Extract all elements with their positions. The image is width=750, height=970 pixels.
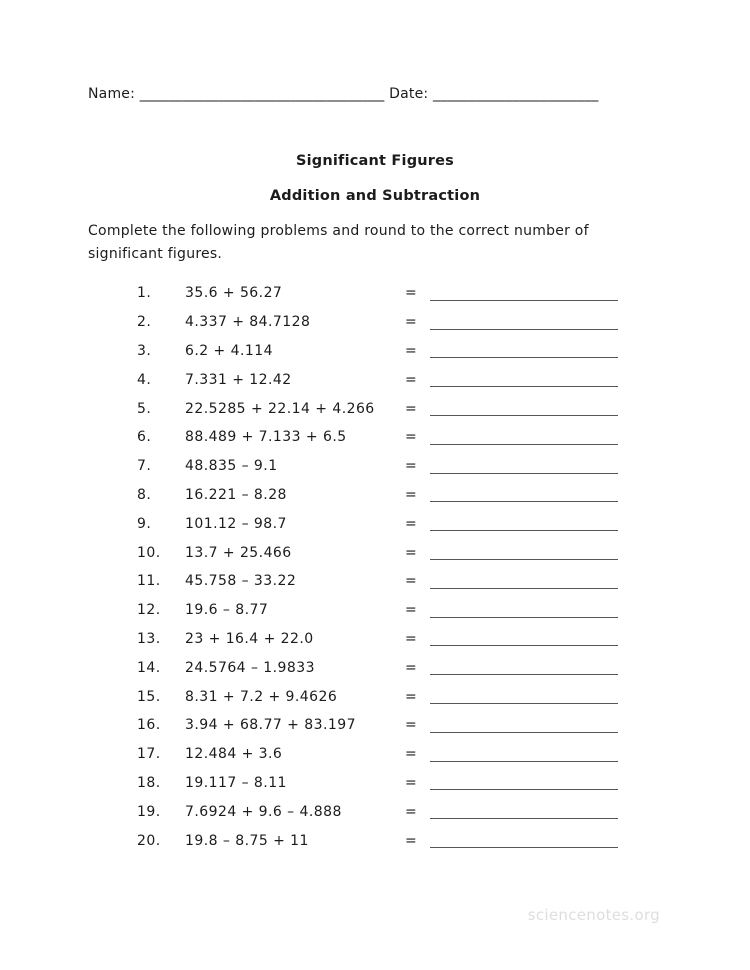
- name-blank-line: __________________________________: [139, 86, 385, 102]
- problem-row: [0, 394, 750, 423]
- problem-row: [0, 740, 750, 769]
- answer-blank-line: [430, 329, 618, 330]
- equals-sign: =: [405, 573, 418, 590]
- equals-sign: =: [405, 688, 418, 705]
- answer-blank-line: [430, 444, 618, 445]
- answer-blank-line: [430, 588, 618, 589]
- problem-expression: 101.12 – 98.7: [185, 515, 287, 532]
- problem-number: 15.: [137, 688, 161, 705]
- answer-blank-line: [430, 847, 618, 848]
- equals-sign: =: [405, 458, 418, 475]
- problem-expression: 6.2 + 4.114: [185, 342, 273, 359]
- equals-sign: =: [405, 544, 418, 561]
- equals-sign: =: [405, 314, 418, 331]
- problem-expression: 7.6924 + 9.6 – 4.888: [185, 803, 342, 820]
- date-label: Date:: [389, 86, 429, 102]
- problem-row: [0, 279, 750, 308]
- problem-row: [0, 769, 750, 798]
- answer-blank-line: [430, 703, 618, 704]
- equals-sign: =: [405, 803, 418, 820]
- equals-sign: =: [405, 659, 418, 676]
- problem-number: 13.: [137, 630, 161, 647]
- problem-number: 8.: [137, 486, 152, 503]
- problem-number: 20.: [137, 832, 161, 849]
- answer-blank-line: [430, 357, 618, 358]
- problem-row: [0, 423, 750, 452]
- problem-row: [0, 452, 750, 481]
- equals-sign: =: [405, 602, 418, 619]
- problem-row: [0, 509, 750, 538]
- problem-expression: 45.758 – 33.22: [185, 573, 297, 590]
- problem-expression: 3.94 + 68.77 + 83.197: [185, 717, 356, 734]
- problem-row: [0, 797, 750, 826]
- problem-expression: 48.835 – 9.1: [185, 458, 278, 475]
- answer-blank-line: [430, 617, 618, 618]
- answer-blank-line: [430, 473, 618, 474]
- answer-blank-line: [430, 300, 618, 301]
- problem-expression: 19.117 – 8.11: [185, 774, 287, 791]
- page-subtitle: Addition and Subtraction: [269, 188, 481, 204]
- instructions-line-1: Complete the following problems and round to the correct number of: [88, 223, 589, 239]
- instructions: [88, 220, 589, 265]
- problem-row: [0, 538, 750, 567]
- equals-sign: =: [405, 342, 418, 359]
- date-blank-line: _______________________: [433, 86, 599, 102]
- equals-sign: =: [405, 371, 418, 388]
- equals-sign: =: [405, 717, 418, 734]
- problem-row: [0, 682, 750, 711]
- problem-expression: 22.5285 + 22.14 + 4.266: [185, 400, 375, 417]
- problem-row: [0, 596, 750, 625]
- problem-number: 16.: [137, 717, 161, 734]
- problem-expression: 16.221 – 8.28: [185, 486, 287, 503]
- problem-number: 14.: [137, 659, 161, 676]
- answer-blank-line: [430, 761, 618, 762]
- problem-number: 6.: [137, 429, 152, 446]
- answer-blank-line: [430, 415, 618, 416]
- problem-expression: 23 + 16.4 + 22.0: [185, 630, 314, 647]
- problem-expression: 13.7 + 25.466: [185, 544, 292, 561]
- problem-number: 3.: [137, 342, 152, 359]
- problem-number: 11.: [137, 573, 161, 590]
- instructions-line-2: significant figures.: [88, 245, 223, 262]
- equals-sign: =: [405, 774, 418, 791]
- problem-number: 17.: [137, 746, 161, 763]
- answer-blank-line: [430, 530, 618, 531]
- problem-number: 9.: [137, 515, 152, 532]
- problem-row: [0, 653, 750, 682]
- equals-sign: =: [405, 429, 418, 446]
- answer-blank-line: [430, 386, 618, 387]
- equals-sign: =: [405, 486, 418, 503]
- equals-sign: =: [405, 832, 418, 849]
- answer-blank-line: [430, 818, 618, 819]
- answer-blank-line: [430, 789, 618, 790]
- problem-row: [0, 308, 750, 337]
- problem-number: 5.: [137, 400, 152, 417]
- answer-blank-line: [430, 501, 618, 502]
- problem-row: [0, 625, 750, 654]
- problem-number: 4.: [137, 371, 152, 388]
- problem-number: 10.: [137, 544, 161, 561]
- problem-number: 1.: [137, 285, 152, 302]
- problem-expression: 35.6 + 56.27: [185, 285, 283, 302]
- problem-row: [0, 481, 750, 510]
- site-watermark: sciencenotes.org: [527, 906, 660, 924]
- problem-number: 12.: [137, 602, 161, 619]
- equals-sign: =: [405, 515, 418, 532]
- equals-sign: =: [405, 630, 418, 647]
- problem-number: 2.: [137, 314, 152, 331]
- problem-number: 7.: [137, 458, 152, 475]
- problem-expression: 8.31 + 7.2 + 9.4626: [185, 688, 338, 705]
- problem-row: [0, 826, 750, 855]
- equals-sign: =: [405, 746, 418, 763]
- problem-row: [0, 711, 750, 740]
- problem-row: [0, 365, 750, 394]
- problem-expression: 24.5764 – 1.9833: [185, 659, 315, 676]
- problem-row: [0, 337, 750, 366]
- answer-blank-line: [430, 674, 618, 675]
- name-label: Name:: [88, 86, 136, 102]
- problem-row: [0, 567, 750, 596]
- problem-expression: 7.331 + 12.42: [185, 371, 292, 388]
- equals-sign: =: [405, 285, 418, 302]
- problem-expression: 4.337 + 84.7128: [185, 314, 311, 331]
- problem-expression: 12.484 + 3.6: [185, 746, 283, 763]
- answer-blank-line: [430, 732, 618, 733]
- answer-blank-line: [430, 645, 618, 646]
- problems-list: [0, 279, 750, 855]
- problem-expression: 19.8 – 8.75 + 11: [185, 832, 309, 849]
- page-title: Significant Figures: [295, 153, 455, 169]
- problem-number: 19.: [137, 803, 161, 820]
- problem-expression: 88.489 + 7.133 + 6.5: [185, 429, 347, 446]
- answer-blank-line: [430, 559, 618, 560]
- problem-expression: 19.6 – 8.77: [185, 602, 269, 619]
- problem-number: 18.: [137, 774, 161, 791]
- equals-sign: =: [405, 400, 418, 417]
- name-date-row: [88, 86, 599, 102]
